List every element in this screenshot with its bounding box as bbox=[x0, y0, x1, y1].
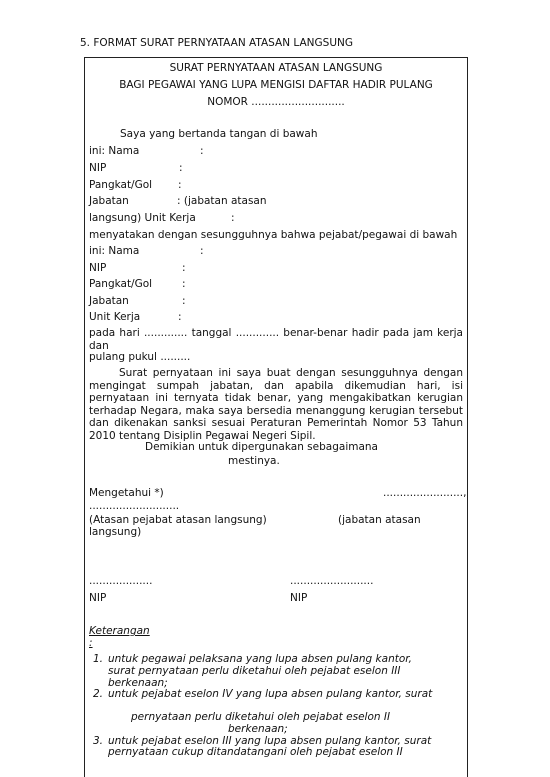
place-date-field: ........................, bbox=[383, 487, 467, 499]
statement-text: menyatakan dengan sesungguhnya bahwa pejabat/pegawai di bawah bbox=[89, 229, 458, 241]
pegawai-jabatan-label: Jabatan bbox=[89, 295, 129, 307]
langsung-label: langsung) bbox=[89, 526, 142, 538]
atasan-nama-colon: : bbox=[200, 145, 204, 157]
note-3-line-2: pernyataan cukup ditandatangani oleh pejabat eselon II bbox=[108, 746, 403, 758]
declaration-paragraph: Surat pernyataan ini saya buat dengan sesungguhnya dengan mengingat sumpah jabatan, dan apabila dikemudian hari, isi pernyataan ini ternyata tidak benar, yang mengakibatkan kerugian terhadap Negara, maka saya bersedia menanggung kerugian tersebut dan dikenakan sanksi sesuai Peraturan Pemerintah Nomor 53 Tahun 2010 tentang Disiplin Pegawai Negeri Sipil. bbox=[89, 367, 463, 442]
pegawai-pangkat-colon: : bbox=[182, 278, 186, 290]
atasan-nip-label: NIP bbox=[89, 162, 107, 174]
atasan-signatory-label: (Atasan pejabat atasan langsung) bbox=[89, 514, 267, 526]
note-2-line-3: berkenaan; bbox=[228, 723, 288, 735]
note-3-number: 3. bbox=[93, 735, 104, 747]
note-1-number: 1. bbox=[93, 653, 104, 665]
signature-line-left: ................... bbox=[89, 575, 153, 587]
note-1-line-2: surat pernyataan perlu diketahui oleh pejabat eselon III bbox=[108, 665, 401, 677]
atasan-nama-label: ini: Nama bbox=[89, 145, 140, 157]
pegawai-pangkat-label: Pangkat/Gol bbox=[89, 278, 153, 290]
pegawai-jabatan-colon: : bbox=[182, 295, 186, 307]
atasan-pangkat-label: Pangkat/Gol bbox=[89, 179, 153, 191]
atasan-jabatan-label: Jabatan bbox=[89, 195, 129, 207]
letter-number: NOMOR ............................ bbox=[207, 96, 345, 108]
jabatan-atasan-label: (jabatan atasan bbox=[338, 514, 421, 526]
keterangan-heading: Keterangan bbox=[89, 625, 150, 637]
atasan-unit-colon: : bbox=[231, 212, 235, 224]
atasan-jabatan-value: : (jabatan atasan bbox=[177, 195, 267, 207]
closing-line-1: Demikian untuk dipergunakan sebagaimana bbox=[145, 441, 378, 453]
closing-line-2: mestinya. bbox=[228, 455, 280, 467]
atasan-pangkat-colon: : bbox=[178, 179, 182, 191]
nip-left-label: NIP bbox=[89, 592, 107, 604]
section-heading: 5. FORMAT SURAT PERNYATAAN ATASAN LANGSUNG bbox=[80, 37, 353, 49]
pulang-line: pulang pukul ......... bbox=[89, 351, 191, 363]
note-2-line-1: untuk pejabat eselon IV yang lupa absen pulang kantor, surat bbox=[108, 688, 433, 700]
attendance-line: pada hari ............. tanggal ............. benar-benar hadir pada jam kerja dan bbox=[89, 327, 463, 352]
atasan-unit-label: langsung) Unit Kerja bbox=[89, 212, 196, 224]
note-1-line-3: berkenaan; bbox=[108, 677, 168, 689]
intro-text: Saya yang bertanda tangan di bawah bbox=[120, 128, 318, 140]
pegawai-nip-colon: : bbox=[182, 262, 186, 274]
signature-line-right: ......................... bbox=[290, 575, 374, 587]
nip-right-label: NIP bbox=[290, 592, 308, 604]
letter-subtitle: BAGI PEGAWAI YANG LUPA MENGISI DAFTAR HADIR PULANG bbox=[119, 79, 433, 91]
date-continuation: ........................... bbox=[89, 500, 180, 512]
pegawai-nip-label: NIP bbox=[89, 262, 107, 274]
note-2-line-2: pernyataan perlu diketahui oleh pejabat eselon II bbox=[131, 711, 391, 723]
letter-title: SURAT PERNYATAAN ATASAN LANGSUNG bbox=[169, 62, 383, 74]
note-1-line-1: untuk pegawai pelaksana yang lupa absen pulang kantor, bbox=[108, 653, 412, 665]
atasan-nip-colon: : bbox=[179, 162, 183, 174]
note-2-number: 2. bbox=[93, 688, 104, 700]
keterangan-colon: : bbox=[89, 637, 93, 649]
pegawai-nama-label: ini: Nama bbox=[89, 245, 140, 257]
pegawai-unit-colon: : bbox=[178, 311, 182, 323]
pegawai-unit-label: Unit Kerja bbox=[89, 311, 141, 323]
note-3-line-1: untuk pejabat eselon III yang lupa absen pulang kantor, surat bbox=[108, 735, 432, 747]
mengetahui-label: Mengetahui *) bbox=[89, 487, 164, 499]
pegawai-nama-colon: : bbox=[200, 245, 204, 257]
